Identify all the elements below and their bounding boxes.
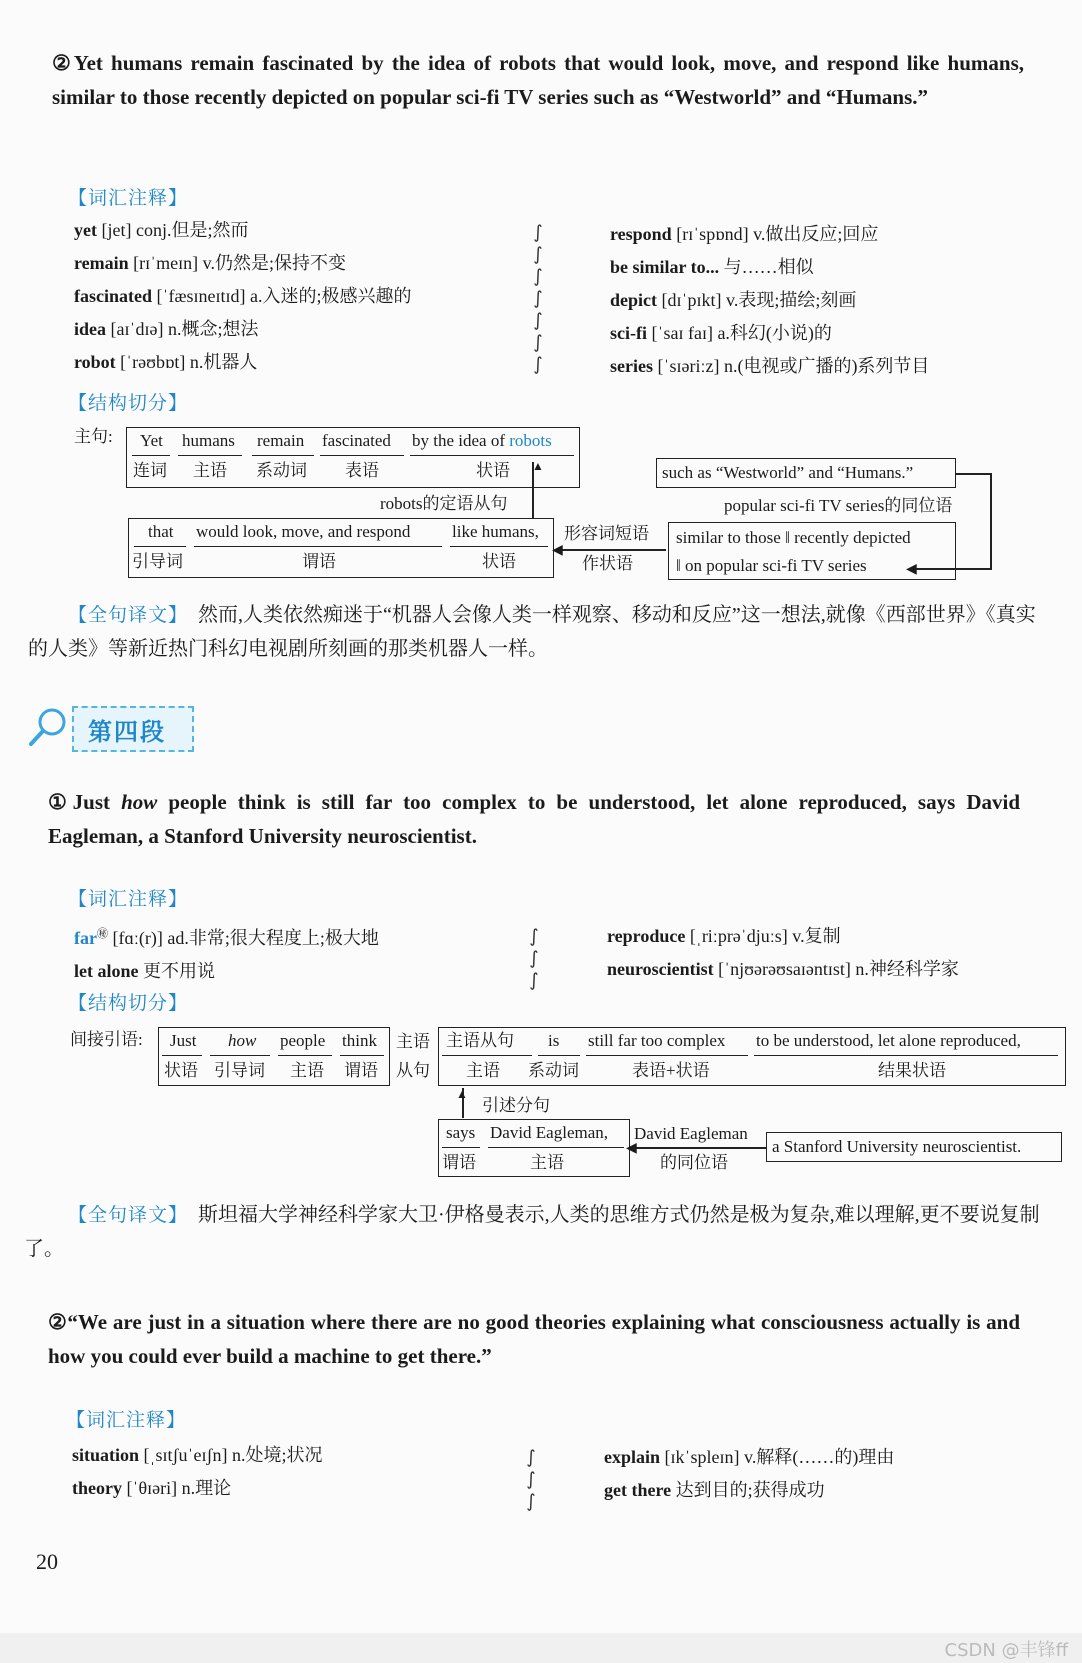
struct-header-2: 【结构切分】 bbox=[68, 992, 189, 1014]
sentence-1: ②Yet humans remain fascinated by the idea of robots that would look, move, and respond like humans, similar to those recently depicted on popular sci-fi TV series such as “Westworld” and “Humans.” bbox=[52, 51, 1024, 109]
vocab-item: depict [dɪˈpɪkt] v.表现;描绘;刻画 bbox=[610, 290, 857, 310]
translation-1: 然而,人类依然痴迷于“机器人会像人类一样观察、移动和反应”这一想法,就像《西部世界》《真实的人类》等新近热门科幻电视剧所刻画的那类机器人一样。 bbox=[28, 604, 1036, 660]
vocab-item: series [ˈsɪəriːz] n.(电视或广播的)系列节目 bbox=[610, 356, 930, 376]
arrow-left-icon-2: ◀ bbox=[906, 562, 917, 577]
word-just: Just bbox=[170, 1031, 197, 1050]
arrow-up-icon: ▲ bbox=[532, 459, 544, 473]
adj-phrase-note-2: 作状语 bbox=[582, 554, 633, 573]
vocab-item: idea [aɪˈdɪə] n.概念;想法 bbox=[74, 319, 259, 339]
role-predicative: 表语 bbox=[345, 461, 379, 480]
trans-header-2: 【全句译文】 bbox=[68, 1204, 189, 1226]
vocab-item: sci-fi [ˈsaɪ faɪ] a.科幻(小说)的 bbox=[610, 323, 832, 343]
role-subject: 主语 bbox=[193, 461, 227, 480]
side-note-1: 主语 bbox=[396, 1032, 430, 1051]
section-title: 第四段 bbox=[72, 706, 194, 752]
struct-header-1: 【结构切分】 bbox=[68, 392, 189, 414]
vocab-item: situation [ˌsɪtʃuˈeɪʃn] n.处境;状况 bbox=[72, 1445, 323, 1465]
word-how: how bbox=[228, 1031, 257, 1050]
appositive-note: popular sci-fi TV series的同位语 bbox=[724, 496, 953, 515]
word-to-be: to be understood, let alone reproduced, bbox=[756, 1031, 1021, 1050]
role-introducer: 引导词 bbox=[214, 1061, 265, 1080]
word-yet: Yet bbox=[140, 431, 163, 450]
word-fascinated: fascinated bbox=[322, 431, 391, 450]
role-adverbial: 状语 bbox=[164, 1061, 198, 1080]
word-such-as: such as “Westworld” and “Humans.” bbox=[662, 463, 914, 482]
vocab-item: respond [rɪˈspɒnd] v.做出反应;回应 bbox=[610, 224, 879, 244]
vocab-list-left-3 bbox=[72, 1439, 522, 1505]
vocab-item: neuroscientist [ˈnjʊərəʊsaɪəntɪst] n.神经科学家 bbox=[607, 959, 959, 979]
vocab-list-right-3 bbox=[604, 1441, 1054, 1507]
word-david-2: David Eagleman bbox=[634, 1124, 748, 1143]
word-on-popular: ‖ on popular sci-fi TV series bbox=[676, 556, 867, 575]
vocab-item: get there 达到目的;获得成功 bbox=[604, 1480, 825, 1500]
translation-2: 斯坦福大学神经科学家大卫·伊格曼表示,人类的思维方式仍然是极为复杂,难以理解,更不要说复制了。 bbox=[24, 1204, 1040, 1260]
vocab-item: far㊙ [fɑː(r)] ad.非常;很大程度上;极大地 bbox=[74, 928, 379, 948]
adj-phrase-note: 形容词短语 bbox=[564, 524, 649, 543]
role-predicative-adverbial: 表语+状语 bbox=[632, 1061, 710, 1080]
wavy-divider-icon: ∫ ∫ ∫ ∫ ∫ ∫ ∫ bbox=[533, 222, 543, 375]
word-similar-to: similar to those ‖ recently depicted bbox=[676, 528, 911, 547]
trans-header-1: 【全句译文】 bbox=[68, 604, 189, 626]
vocab-item: theory [ˈθɪəri] n.理论 bbox=[72, 1478, 232, 1498]
role-subject: 主语 bbox=[290, 1061, 324, 1080]
word-david: David Eagleman, bbox=[490, 1123, 609, 1142]
word-people: people bbox=[280, 1031, 326, 1050]
sentence-3: ②“We are just in a situation where there are no good theories explaining what consciousness actually is and how you could ever build a machine to get there.” bbox=[48, 1310, 1020, 1368]
page-number: 20 bbox=[36, 1549, 58, 1574]
role-appositive: 的同位语 bbox=[660, 1153, 728, 1172]
word-that: that bbox=[148, 522, 174, 541]
vocab-item: yet [jet] conj.但是;然而 bbox=[74, 220, 249, 240]
role-adverbial: 状语 bbox=[476, 461, 510, 480]
word-think: think bbox=[342, 1031, 377, 1050]
word-like: like humans, bbox=[452, 522, 539, 541]
arrow-left-icon: ◀ bbox=[626, 1141, 637, 1156]
clause-note: robots的定语从句 bbox=[380, 494, 508, 513]
word-still: still far too complex bbox=[588, 1031, 726, 1050]
role-subject-2: 主语 bbox=[466, 1061, 500, 1080]
word-by-idea: by the idea of robots bbox=[412, 431, 552, 450]
role-subject-3: 主语 bbox=[530, 1153, 564, 1172]
vocab-item: remain [rɪˈmeɪn] v.仍然是;保持不变 bbox=[74, 253, 346, 273]
wavy-divider-icon: ∫ ∫ ∫ bbox=[529, 926, 539, 991]
word-stanford: a Stanford University neuroscientist. bbox=[772, 1137, 1022, 1156]
word-humans: humans bbox=[182, 431, 235, 450]
main-clause-label: 主句: bbox=[74, 427, 113, 446]
side-note-2: 从句 bbox=[396, 1061, 430, 1080]
vocab-item: reproduce [ˌriːprəˈdjuːs] v.复制 bbox=[607, 926, 841, 946]
vocab-item: fascinated [ˈfæsɪneɪtɪd] a.入迷的;极感兴趣的 bbox=[74, 286, 412, 306]
role-predicate: 谓语 bbox=[344, 1061, 378, 1080]
word-says: says bbox=[446, 1123, 476, 1142]
vocab-item: robot [ˈrəʊbɒt] n.机器人 bbox=[74, 352, 258, 372]
vocab-item: be similar to... 与……相似 bbox=[610, 257, 814, 277]
vocab-header-3: 【词汇注释】 bbox=[66, 1409, 187, 1431]
vocab-header-1: 【词汇注释】 bbox=[68, 187, 189, 209]
watermark: CSDN @丰锋ff bbox=[944, 1640, 1068, 1661]
arrow-up-icon: ▲ bbox=[456, 1087, 468, 1101]
vocab-header-2: 【词汇注释】 bbox=[68, 888, 189, 910]
word-is: is bbox=[548, 1031, 560, 1050]
vocab-item: let alone 更不用说 bbox=[74, 961, 215, 981]
word-remain: remain bbox=[257, 431, 305, 450]
indirect-speech-label: 间接引语: bbox=[70, 1030, 143, 1049]
word-subject-clause: 主语从句 bbox=[446, 1031, 514, 1050]
vocab-item: explain [ɪkˈspleɪn] v.解释(……的)理由 bbox=[604, 1447, 895, 1467]
role-predicate-2: 谓语 bbox=[442, 1153, 476, 1172]
sentence-2: ①Just how people think is still far too complex to be understood, let alone reproduced, says David Eagleman, a Stanford University neuroscientist. bbox=[48, 790, 1021, 848]
footer-strip bbox=[0, 1633, 1082, 1663]
role-linking-verb: 系动词 bbox=[528, 1061, 579, 1080]
role-predicate: 谓语 bbox=[302, 552, 336, 571]
wavy-divider-icon: ∫ ∫ ∫ bbox=[526, 1447, 536, 1512]
role-conj: 连词 bbox=[133, 461, 167, 480]
role-introducer: 引导词 bbox=[132, 552, 183, 571]
role-result-adverbial: 结果状语 bbox=[878, 1061, 946, 1080]
arrow-left-icon: ◀ bbox=[552, 543, 563, 558]
word-would: would look, move, and respond bbox=[196, 522, 411, 541]
role-adverbial-2: 状语 bbox=[482, 552, 516, 571]
reporting-clause-note: 引述分句 bbox=[482, 1096, 550, 1115]
role-linking-verb: 系动词 bbox=[256, 461, 307, 480]
